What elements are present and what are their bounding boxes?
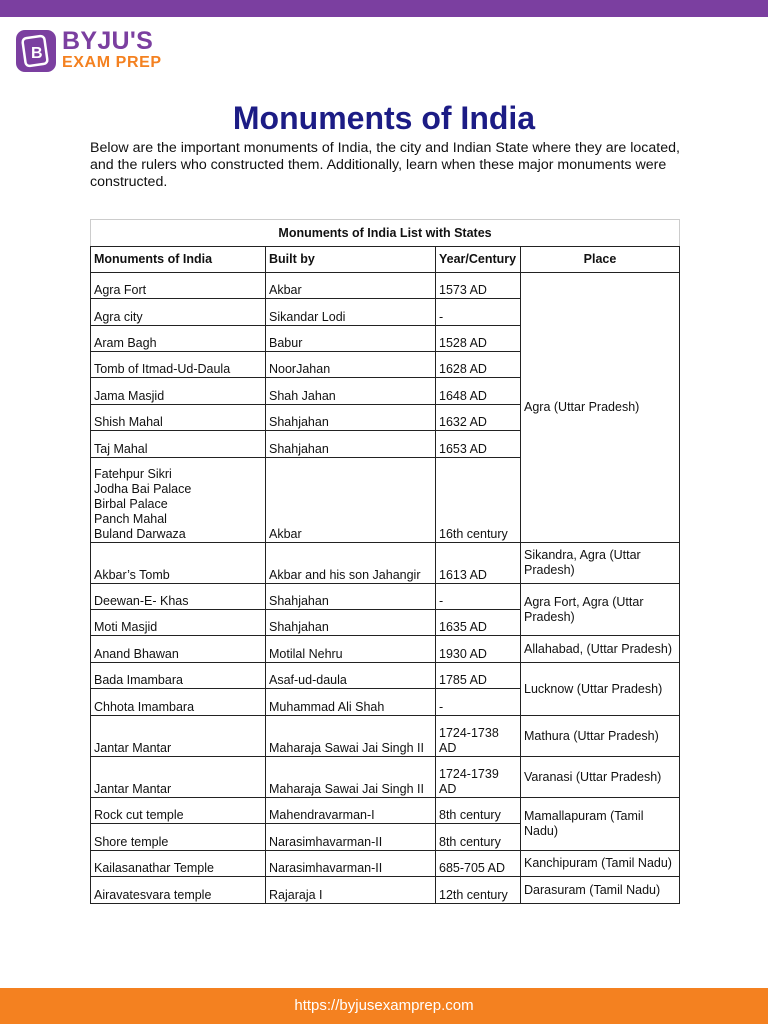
- builder-cell: Motilal Nehru: [266, 636, 436, 663]
- byjus-logo-icon: [16, 30, 56, 72]
- cell-line: Nadu): [524, 824, 559, 838]
- header-built-by: Built by: [266, 247, 436, 273]
- cell-line: -: [439, 594, 444, 608]
- builder-cell: Asaf-ud-daula: [266, 663, 436, 689]
- monument-cell: [91, 610, 266, 636]
- builder-cell: Akbar: [266, 273, 436, 299]
- cell-line: AD: [439, 741, 457, 755]
- table-row: [91, 877, 680, 904]
- cell-line: Kailasanathar Temple: [94, 861, 214, 875]
- monument-cell: [91, 405, 266, 431]
- builder-cell: Narasimhavarman-II: [266, 824, 436, 851]
- year-cell: [436, 273, 521, 299]
- cell-line: AD: [439, 782, 457, 796]
- table-row: [91, 716, 680, 757]
- header-year: Year/Century: [436, 247, 521, 273]
- cell-line: Jodha Bai Palace: [94, 482, 192, 496]
- place-cell: [521, 584, 680, 636]
- cell-line: 1613 AD: [439, 568, 487, 582]
- cell-line: Mamallapuram (Tamil: [524, 809, 644, 823]
- monument-cell: [91, 663, 266, 689]
- table-caption-row: [91, 220, 680, 247]
- year-cell: [436, 326, 521, 352]
- cell-line: Moti Masjid: [94, 620, 158, 634]
- builder-cell: Maharaja Sawai Jai Singh II: [266, 716, 436, 757]
- monument-cell: [91, 877, 266, 904]
- cell-line: Lucknow (Uttar Pradesh): [524, 681, 663, 696]
- cell-line: Varanasi (Uttar Pradesh): [524, 769, 662, 784]
- cell-line: Agra Fort, Agra (Uttar: [524, 594, 644, 609]
- cell-line: -: [439, 310, 444, 324]
- year-cell: [436, 757, 521, 798]
- place-cell: [521, 851, 680, 877]
- builder-cell: Akbar and his son Jahangir: [266, 543, 436, 584]
- place-cell: [521, 663, 680, 716]
- cell-line: 1632 AD: [439, 415, 487, 429]
- year-cell: [436, 851, 521, 877]
- year-cell: [436, 584, 521, 610]
- table-row: [91, 757, 680, 798]
- year-cell: [436, 352, 521, 378]
- place-cell: [521, 798, 680, 851]
- table-row: [91, 851, 680, 877]
- cell-line: Sikandra, Agra (Uttar: [524, 548, 641, 562]
- footer-bar: [0, 988, 768, 1024]
- cell-line: Kanchipuram (Tamil Nadu): [524, 856, 672, 870]
- cell-line: 1930 AD: [439, 647, 487, 661]
- cell-line: Pradesh): [524, 609, 575, 624]
- year-cell: [436, 716, 521, 757]
- cell-line: Pradesh): [524, 563, 575, 577]
- monument-cell: [91, 458, 266, 543]
- builder-cell: Babur: [266, 326, 436, 352]
- table-row: [91, 663, 680, 689]
- monument-cell: [91, 326, 266, 352]
- monument-cell: [91, 757, 266, 798]
- monument-cell: [91, 716, 266, 757]
- year-cell: [436, 299, 521, 326]
- cell-line: Tomb of Itmad-Ud-Daula: [94, 362, 231, 376]
- builder-cell: Akbar: [266, 458, 436, 543]
- cell-line: 1528 AD: [439, 336, 487, 350]
- monument-cell: [91, 689, 266, 716]
- year-cell: [436, 431, 521, 458]
- cell-line: Panch Mahal: [94, 512, 167, 526]
- monument-cell: [91, 431, 266, 458]
- cell-line: Jantar Mantar: [94, 741, 172, 755]
- builder-cell: Shahjahan: [266, 405, 436, 431]
- monument-cell: [91, 273, 266, 299]
- builder-cell: Shahjahan: [266, 431, 436, 458]
- year-cell: [436, 543, 521, 584]
- cell-line: 1724-1738: [439, 726, 499, 740]
- cell-line: 16th century: [439, 527, 508, 541]
- cell-line: Rock cut temple: [94, 808, 184, 822]
- monuments-table: [90, 219, 680, 904]
- header-monument: Monuments of India: [91, 247, 266, 273]
- builder-cell: Sikandar Lodi: [266, 299, 436, 326]
- monument-cell: [91, 378, 266, 405]
- builder-cell: Maharaja Sawai Jai Singh II: [266, 757, 436, 798]
- monument-cell: [91, 299, 266, 326]
- cell-line: 1648 AD: [439, 389, 487, 403]
- builder-cell: Shahjahan: [266, 610, 436, 636]
- monument-cell: [91, 824, 266, 851]
- cell-line: Jama Masjid: [94, 389, 165, 403]
- cell-line: Bada Imambara: [94, 673, 183, 687]
- year-cell: [436, 405, 521, 431]
- cell-line: 1653 AD: [439, 442, 487, 456]
- cell-line: Allahabad, (Uttar Pradesh): [524, 641, 672, 656]
- cell-line: 1635 AD: [439, 620, 487, 634]
- cell-line: Akbar’s Tomb: [94, 568, 170, 582]
- cell-line: 1628 AD: [439, 362, 487, 376]
- builder-cell: NoorJahan: [266, 352, 436, 378]
- year-cell: [436, 610, 521, 636]
- year-cell: [436, 798, 521, 824]
- cell-line: Agra (Uttar Pradesh): [524, 400, 640, 414]
- builder-cell: Muhammad Ali Shah: [266, 689, 436, 716]
- place-cell: [521, 636, 680, 663]
- cell-line: Jantar Mantar: [94, 782, 172, 796]
- builder-cell: Shah Jahan: [266, 378, 436, 405]
- table-row: [91, 584, 680, 610]
- builder-cell: Mahendravarman-I: [266, 798, 436, 824]
- monument-cell: [91, 798, 266, 824]
- builder-cell: Narasimhavarman-II: [266, 851, 436, 877]
- footer-url[interactable]: https://byjusexamprep.com: [294, 997, 474, 1014]
- cell-line: 1785 AD: [439, 673, 487, 687]
- table-header-row: [91, 247, 680, 273]
- year-cell: [436, 636, 521, 663]
- cell-line: 685-705 AD: [439, 861, 506, 875]
- place-cell: [521, 757, 680, 798]
- cell-line: 1724-1739: [439, 767, 499, 781]
- intro-paragraph: Below are the important monuments of India, the city and Indian State where they are located, and the rulers who constructed them. Additionally, learn when these major monuments were constructed.: [90, 140, 680, 190]
- table-row: [91, 273, 680, 299]
- page-title: Monuments of India: [232, 100, 536, 136]
- year-cell: [436, 663, 521, 689]
- table-row: [91, 798, 680, 824]
- cell-line: Taj Mahal: [94, 442, 148, 456]
- place-cell: [521, 273, 680, 543]
- cell-line: Deewan-E- Khas: [94, 594, 189, 608]
- place-cell: [521, 716, 680, 757]
- cell-line: 8th century: [439, 808, 501, 822]
- monument-cell: [91, 584, 266, 610]
- monument-cell: [91, 352, 266, 378]
- place-cell: [521, 543, 680, 584]
- monument-cell: [91, 851, 266, 877]
- builder-cell: Shahjahan: [266, 584, 436, 610]
- monument-cell: [91, 636, 266, 663]
- year-cell: [436, 458, 521, 543]
- cell-line: Shore temple: [94, 835, 169, 849]
- top-accent-bar: [0, 0, 768, 17]
- year-cell: [436, 877, 521, 904]
- year-cell: [436, 824, 521, 851]
- brand-name: BYJU'S: [62, 27, 154, 55]
- cell-line: Fatehpur Sikri: [94, 467, 172, 481]
- cell-line: Airavatesvara temple: [94, 888, 212, 902]
- cell-line: Mathura (Uttar Pradesh): [524, 728, 659, 743]
- cell-line: Agra city: [94, 310, 143, 324]
- cell-line: 12th century: [439, 888, 508, 902]
- cell-line: Agra Fort: [94, 283, 147, 297]
- cell-line: Shish Mahal: [94, 415, 163, 429]
- table-row: [91, 636, 680, 663]
- cell-line: Birbal Palace: [94, 497, 168, 511]
- place-cell: [521, 877, 680, 904]
- builder-cell: Rajaraja I: [266, 877, 436, 904]
- year-cell: [436, 689, 521, 716]
- cell-line: -: [439, 700, 444, 714]
- monument-cell: [91, 543, 266, 584]
- brand-subtitle: EXAM PREP: [62, 54, 162, 71]
- cell-line: Darasuram (Tamil Nadu): [524, 882, 661, 897]
- cell-line: Aram Bagh: [94, 336, 157, 350]
- byjus-logo: [16, 28, 196, 76]
- table-caption: Monuments of India List with States: [91, 220, 680, 247]
- cell-line: Chhota Imambara: [94, 700, 195, 714]
- table-row: [91, 543, 680, 584]
- header-place: Place: [521, 247, 680, 273]
- cell-line: 8th century: [439, 835, 501, 849]
- year-cell: [436, 378, 521, 405]
- logo-mark-letter: B: [31, 45, 43, 62]
- cell-line: Anand Bhawan: [94, 647, 179, 661]
- cell-line: 1573 AD: [439, 283, 487, 297]
- cell-line: Buland Darwaza: [94, 527, 186, 541]
